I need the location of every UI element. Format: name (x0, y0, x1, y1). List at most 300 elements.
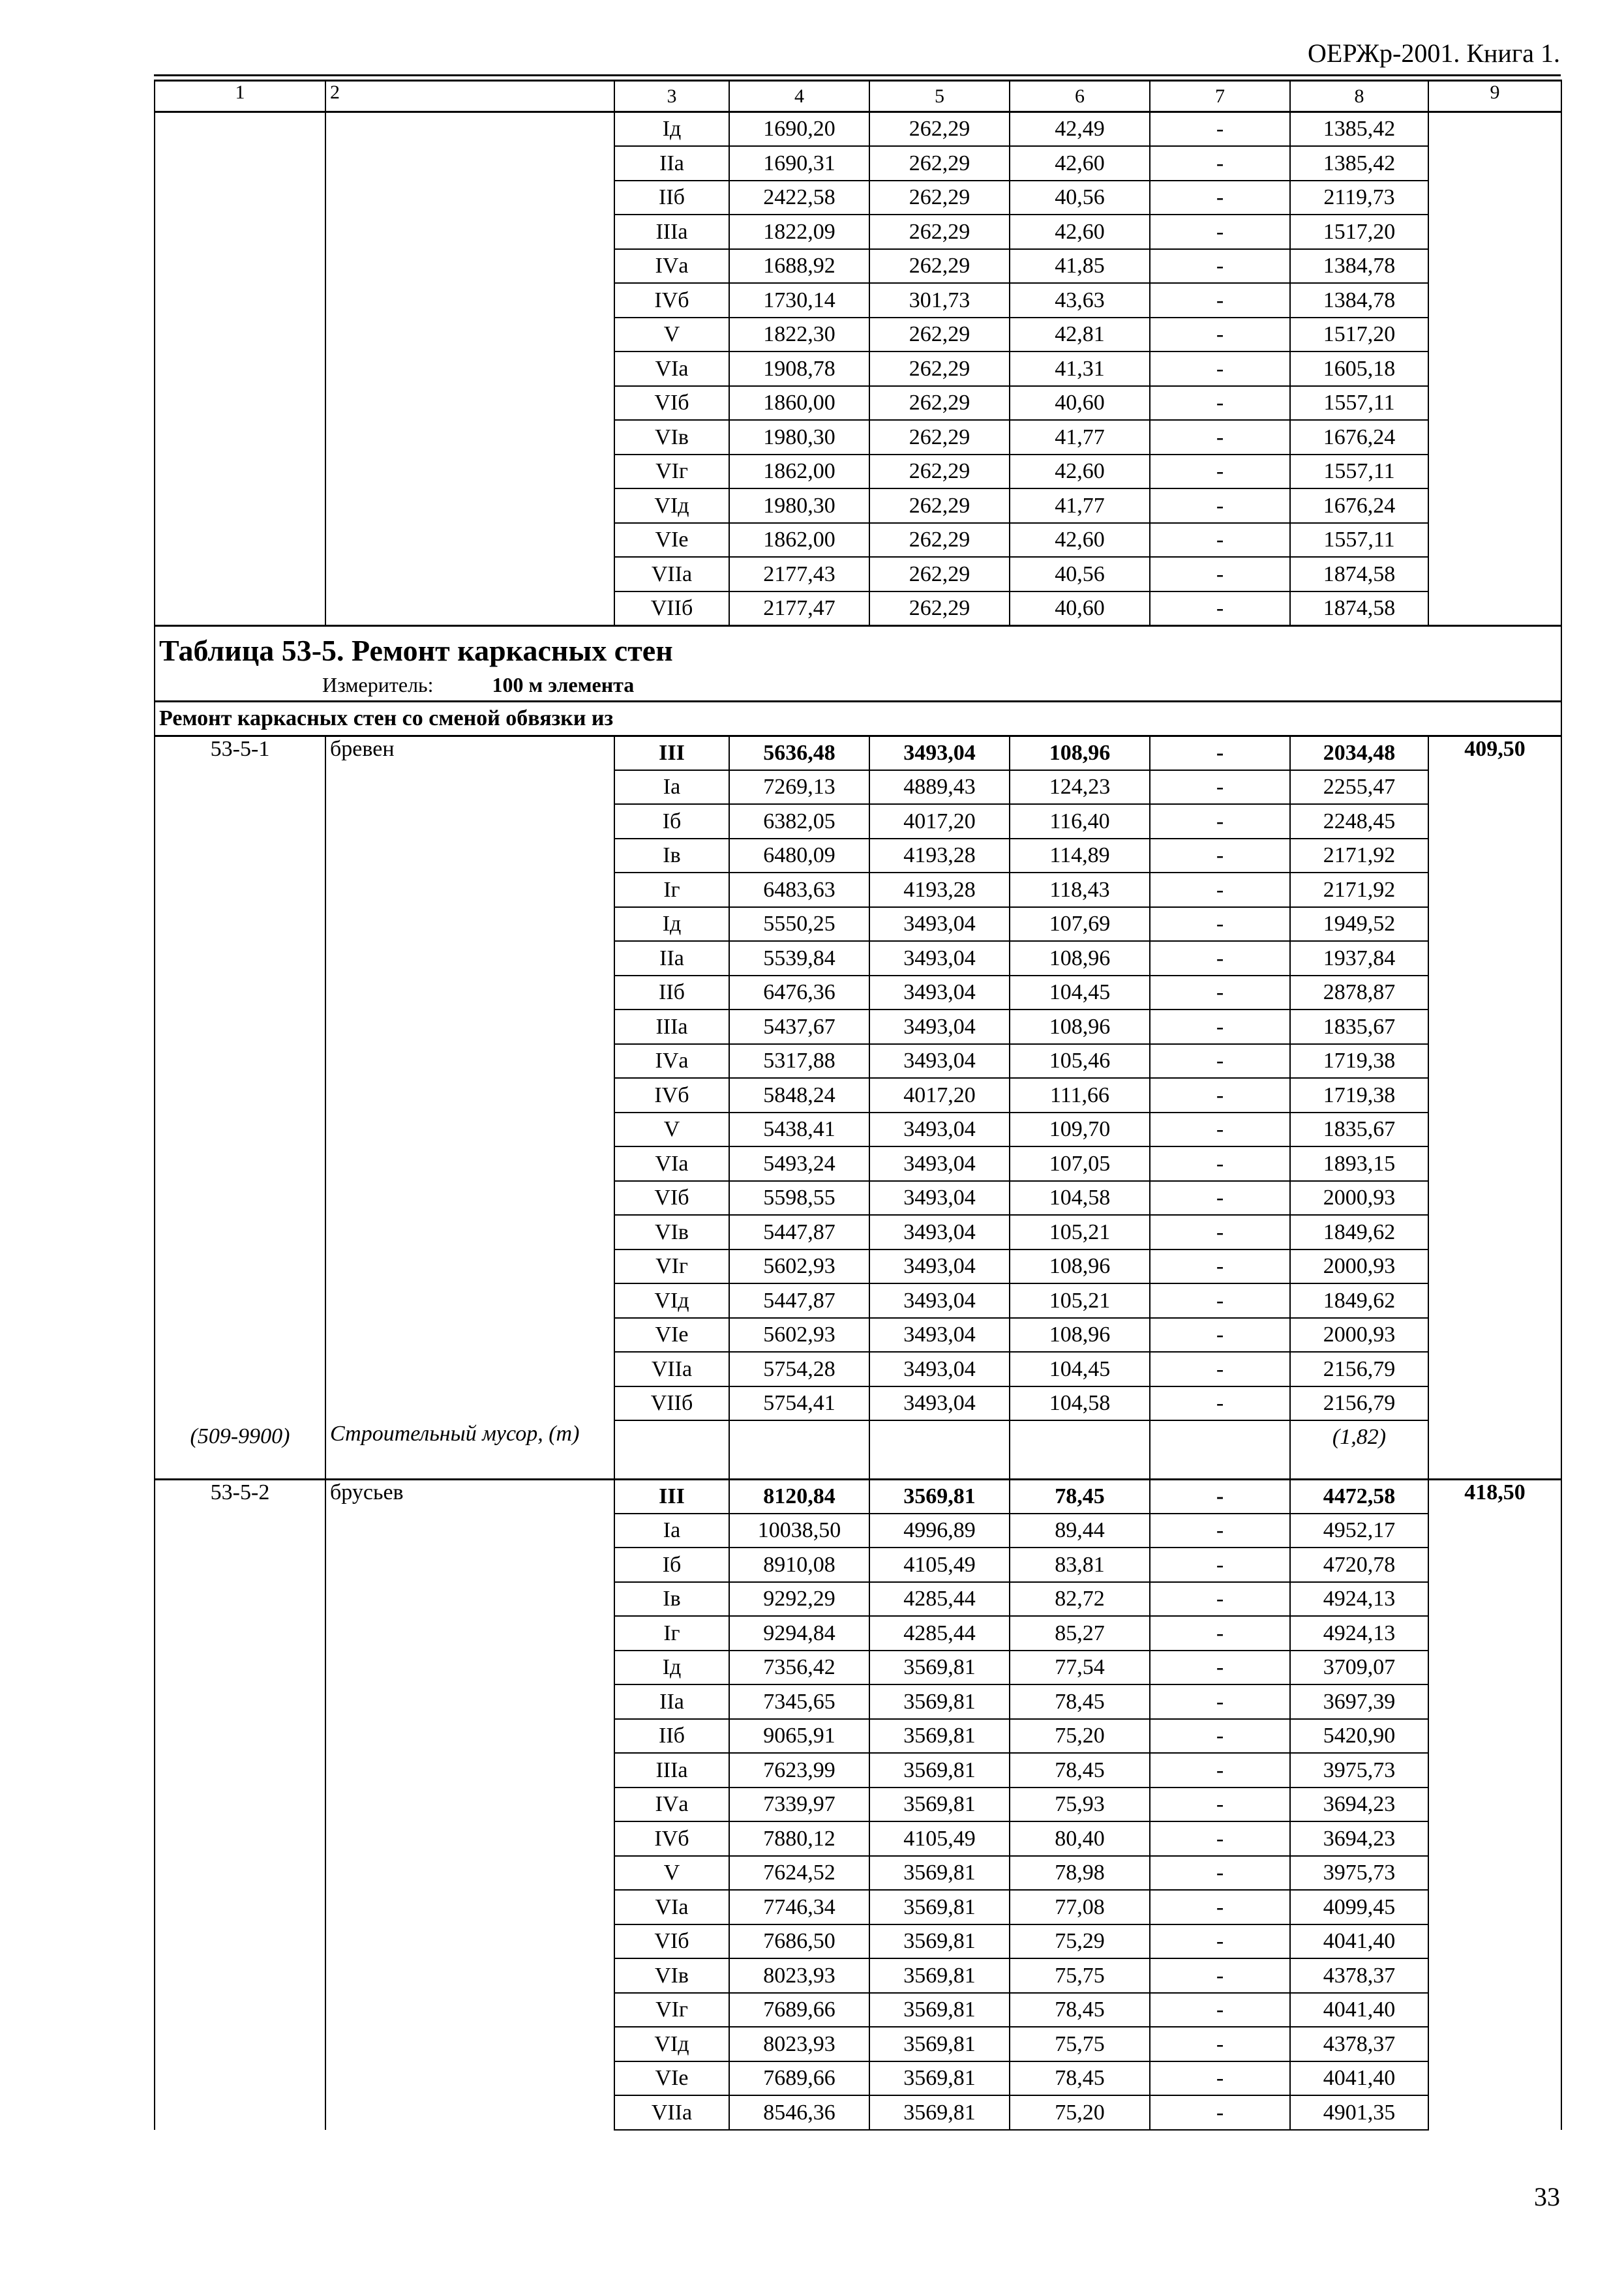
value-cell-col6: 83,81 (1010, 1548, 1150, 1582)
value-cell-col7: - (1150, 1386, 1290, 1421)
value-cell-col8: 2171,92 (1290, 839, 1428, 873)
value-cell-col4: 1908,78 (729, 352, 869, 386)
value-cell-col6: 75,75 (1010, 1958, 1150, 1993)
value-cell-col8: 2034,48 (1290, 736, 1428, 770)
value-cell-col4: 1690,31 (729, 146, 869, 181)
value-cell-col3: VIд (614, 2027, 729, 2061)
value-cell-col3: IIIа (614, 1753, 729, 1788)
value-cell-col6: 41,31 (1010, 352, 1150, 386)
value-cell-col4: 6382,05 (729, 804, 869, 839)
rate-code-cell: 53-5-1 (155, 736, 325, 1420)
value-cell-col6: 109,70 (1010, 1113, 1150, 1147)
value-cell-col5: 4996,89 (869, 1514, 1010, 1548)
value-cell-col5: 3493,04 (869, 736, 1010, 770)
value-cell-col7: - (1150, 1010, 1290, 1044)
value-cell-col8: 1874,58 (1290, 557, 1428, 591)
value-cell-col5: 4017,20 (869, 804, 1010, 839)
value-cell-col4: 1860,00 (729, 386, 869, 421)
value-cell-col8: 3975,73 (1290, 1753, 1428, 1788)
value-cell-col8: 1676,24 (1290, 420, 1428, 455)
value-cell-col6: 104,45 (1010, 1352, 1150, 1386)
value-cell-col8: 1949,52 (1290, 907, 1428, 942)
value-cell-col7: - (1150, 181, 1290, 215)
value-cell-col5: 3569,81 (869, 2027, 1010, 2061)
value-cell-col6: 80,40 (1010, 1821, 1150, 1856)
value-cell-col6: 118,43 (1010, 873, 1150, 907)
value-cell-col5: 262,29 (869, 249, 1010, 284)
value-cell-col7: - (1150, 1651, 1290, 1685)
table-caption-cell (155, 625, 1561, 702)
value-cell-col7: - (1150, 523, 1290, 558)
value-cell-col8: 4901,35 (1290, 2095, 1428, 2130)
value-cell-col5: 4193,28 (869, 873, 1010, 907)
value-cell-col6: 77,54 (1010, 1651, 1150, 1685)
value-cell-col5: 3493,04 (869, 1249, 1010, 1284)
value-cell-col6: 41,77 (1010, 488, 1150, 523)
empty-cell (729, 1420, 869, 1479)
value-cell-col3: IVа (614, 249, 729, 284)
value-cell-col6: 78,45 (1010, 1684, 1150, 1719)
debris-row (155, 1420, 1561, 1479)
value-cell-col5: 3569,81 (869, 1651, 1010, 1685)
value-cell-col8: 3694,23 (1290, 1821, 1428, 1856)
value-cell-col8: 1517,20 (1290, 215, 1428, 249)
value-cell-col4: 5754,41 (729, 1386, 869, 1421)
value-cell-col3: Iг (614, 873, 729, 907)
value-cell-col3: V (614, 1856, 729, 1891)
value-cell-col8: 3694,23 (1290, 1788, 1428, 1822)
value-cell-col7: - (1150, 1856, 1290, 1891)
value-cell-col7: - (1150, 804, 1290, 839)
column-number: 9 (1428, 81, 1561, 112)
value-cell-col7: - (1150, 1113, 1290, 1147)
measure-value: 100 м элемента (492, 673, 635, 697)
value-cell-col7: - (1150, 283, 1290, 318)
value-cell-col8: 1605,18 (1290, 352, 1428, 386)
value-cell-col3: Iг (614, 1616, 729, 1651)
subsection-row (155, 702, 1561, 736)
value-cell-col5: 3569,81 (869, 1890, 1010, 1924)
value-cell-col6: 42,60 (1010, 215, 1150, 249)
column-number: 5 (869, 81, 1010, 112)
value-cell-col4: 7623,99 (729, 1753, 869, 1788)
value-cell-col3: VIб (614, 1181, 729, 1216)
value-cell-col8: 1557,11 (1290, 386, 1428, 421)
value-cell-col8: 3697,39 (1290, 1684, 1428, 1719)
value-cell-col8: 2000,93 (1290, 1318, 1428, 1353)
value-cell-col8: 1719,38 (1290, 1078, 1428, 1113)
debris-code: (509-9900) (155, 1420, 325, 1479)
table-caption: Таблица 53-5. Ремонт каркасных стен (159, 633, 673, 667)
value-cell-col8: 1937,84 (1290, 941, 1428, 976)
value-cell-col6: 75,20 (1010, 1719, 1150, 1754)
value-cell-col4: 7689,66 (729, 2061, 869, 2096)
value-cell-col3: VIIа (614, 557, 729, 591)
value-cell-col7: - (1150, 112, 1290, 147)
value-cell-col3: Iв (614, 839, 729, 873)
value-cell-col3: Iа (614, 1514, 729, 1548)
value-cell-col3: IIIа (614, 1010, 729, 1044)
value-cell-col3: Iд (614, 112, 729, 147)
value-cell-col6: 75,75 (1010, 2027, 1150, 2061)
value-cell-col8: 4924,13 (1290, 1582, 1428, 1617)
labor-cost-cell: 409,50 (1428, 736, 1561, 1479)
value-cell-col3: VIд (614, 1283, 729, 1318)
table-row (155, 736, 1561, 770)
value-cell-col7: - (1150, 318, 1290, 352)
value-cell-col7: - (1150, 1318, 1290, 1353)
value-cell-col5: 262,29 (869, 181, 1010, 215)
value-cell-col3: VIа (614, 1146, 729, 1181)
table-row (155, 112, 1561, 147)
value-cell-col6: 78,45 (1010, 1993, 1150, 2027)
labor-cost-cell (1428, 112, 1561, 626)
value-cell-col8: 1719,38 (1290, 1044, 1428, 1079)
value-cell-col3: VIб (614, 386, 729, 421)
value-cell-col4: 5539,84 (729, 941, 869, 976)
value-cell-col8: 2255,47 (1290, 770, 1428, 805)
value-cell-col5: 3493,04 (869, 1181, 1010, 1216)
value-cell-col7: - (1150, 941, 1290, 976)
value-cell-col8: 2156,79 (1290, 1352, 1428, 1386)
rate-name-cell (325, 112, 614, 626)
value-cell-col7: - (1150, 1479, 1290, 1514)
value-cell-col4: 1822,30 (729, 318, 869, 352)
value-cell-col6: 108,96 (1010, 736, 1150, 770)
value-cell-col6: 78,45 (1010, 1479, 1150, 1514)
value-cell-col8: 4041,40 (1290, 1924, 1428, 1959)
value-cell-col3: VIIа (614, 2095, 729, 2130)
subsection-title: Ремонт каркасных стен со сменой обвязки из (155, 702, 1561, 736)
value-cell-col4: 1862,00 (729, 523, 869, 558)
value-cell-col6: 82,72 (1010, 1582, 1150, 1617)
value-cell-col7: - (1150, 907, 1290, 942)
value-cell-col3: VIIа (614, 1352, 729, 1386)
value-cell-col3: Iб (614, 1548, 729, 1582)
header-rule (154, 74, 1561, 76)
value-cell-col6: 124,23 (1010, 770, 1150, 805)
value-cell-col3: IIа (614, 1684, 729, 1719)
value-cell-col7: - (1150, 1044, 1290, 1079)
value-cell-col3: VIб (614, 1924, 729, 1959)
value-cell-col7: - (1150, 1958, 1290, 1993)
value-cell-col4: 2422,58 (729, 181, 869, 215)
value-cell-col3: III (614, 736, 729, 770)
value-cell-col4: 5437,67 (729, 1010, 869, 1044)
value-cell-col4: 7746,34 (729, 1890, 869, 1924)
value-cell-col4: 5598,55 (729, 1181, 869, 1216)
value-cell-col3: VIа (614, 352, 729, 386)
value-cell-col4: 7339,97 (729, 1788, 869, 1822)
column-number: 6 (1010, 81, 1150, 112)
value-cell-col8: 1517,20 (1290, 318, 1428, 352)
value-cell-col8: 2000,93 (1290, 1249, 1428, 1284)
value-cell-col8: 2119,73 (1290, 181, 1428, 215)
value-cell-col7: - (1150, 1582, 1290, 1617)
value-cell-col4: 10038,50 (729, 1514, 869, 1548)
value-cell-col3: VIа (614, 1890, 729, 1924)
value-cell-col8: 1849,62 (1290, 1283, 1428, 1318)
value-cell-col6: 41,85 (1010, 249, 1150, 284)
value-cell-col5: 262,29 (869, 146, 1010, 181)
value-cell-col5: 262,29 (869, 420, 1010, 455)
value-cell-col6: 104,58 (1010, 1386, 1150, 1421)
value-cell-col4: 7689,66 (729, 1993, 869, 2027)
value-cell-col4: 5754,28 (729, 1352, 869, 1386)
column-number: 2 (325, 81, 614, 112)
value-cell-col7: - (1150, 1616, 1290, 1651)
value-cell-col4: 8023,93 (729, 1958, 869, 1993)
value-cell-col5: 262,29 (869, 112, 1010, 147)
value-cell-col8: 4041,40 (1290, 2061, 1428, 2096)
value-cell-col5: 3493,04 (869, 1283, 1010, 1318)
value-cell-col5: 3493,04 (869, 1113, 1010, 1147)
value-cell-col6: 75,29 (1010, 1924, 1150, 1959)
value-cell-col3: VIе (614, 523, 729, 558)
value-cell-col6: 108,96 (1010, 941, 1150, 976)
value-cell-col7: - (1150, 1821, 1290, 1856)
value-cell-col6: 40,60 (1010, 386, 1150, 421)
value-cell-col7: - (1150, 1249, 1290, 1284)
value-cell-col5: 3493,04 (869, 1386, 1010, 1421)
value-cell-col4: 5602,93 (729, 1249, 869, 1284)
value-cell-col6: 89,44 (1010, 1514, 1150, 1548)
value-cell-col5: 3569,81 (869, 2061, 1010, 2096)
value-cell-col4: 6476,36 (729, 976, 869, 1010)
value-cell-col4: 5550,25 (729, 907, 869, 942)
value-cell-col8: 1557,11 (1290, 455, 1428, 489)
value-cell-col8: 4924,13 (1290, 1616, 1428, 1651)
value-cell-col5: 3493,04 (869, 976, 1010, 1010)
value-cell-col5: 3493,04 (869, 1146, 1010, 1181)
value-cell-col8: 1676,24 (1290, 488, 1428, 523)
value-cell-col3: IVб (614, 283, 729, 318)
value-cell-col3: VIг (614, 1249, 729, 1284)
value-cell-col7: - (1150, 873, 1290, 907)
labor-cost-cell: 418,50 (1428, 1479, 1561, 2130)
value-cell-col3: III (614, 1479, 729, 1514)
value-cell-col8: 2878,87 (1290, 976, 1428, 1010)
value-cell-col4: 1688,92 (729, 249, 869, 284)
value-cell-col5: 3493,04 (869, 1044, 1010, 1079)
value-cell-col6: 116,40 (1010, 804, 1150, 839)
value-cell-col6: 75,93 (1010, 1788, 1150, 1822)
value-cell-col5: 3569,81 (869, 1719, 1010, 1754)
value-cell-col4: 6483,63 (729, 873, 869, 907)
value-cell-col7: - (1150, 420, 1290, 455)
value-cell-col3: VIд (614, 488, 729, 523)
value-cell-col3: VIв (614, 1958, 729, 1993)
value-cell-col3: Iв (614, 1582, 729, 1617)
value-cell-col4: 9294,84 (729, 1616, 869, 1651)
value-cell-col5: 3569,81 (869, 1788, 1010, 1822)
value-cell-col3: VIг (614, 455, 729, 489)
value-cell-col3: Iд (614, 1651, 729, 1685)
value-cell-col5: 262,29 (869, 455, 1010, 489)
value-cell-col5: 4105,49 (869, 1821, 1010, 1856)
value-cell-col3: IIIа (614, 215, 729, 249)
value-cell-col5: 4285,44 (869, 1616, 1010, 1651)
value-cell-col4: 7880,12 (729, 1821, 869, 1856)
value-cell-col6: 42,49 (1010, 112, 1150, 147)
value-cell-col5: 262,29 (869, 318, 1010, 352)
rate-code-cell: 53-5-2 (155, 1479, 325, 2130)
value-cell-col6: 78,98 (1010, 1856, 1150, 1891)
value-cell-col7: - (1150, 1078, 1290, 1113)
value-cell-col7: - (1150, 1283, 1290, 1318)
value-cell-col7: - (1150, 146, 1290, 181)
value-cell-col7: - (1150, 736, 1290, 770)
value-cell-col7: - (1150, 591, 1290, 626)
column-number: 3 (614, 81, 729, 112)
value-cell-col5: 3569,81 (869, 1993, 1010, 2027)
value-cell-col5: 262,29 (869, 352, 1010, 386)
value-cell-col3: IIа (614, 941, 729, 976)
value-cell-col6: 42,60 (1010, 455, 1150, 489)
value-cell-col7: - (1150, 1514, 1290, 1548)
value-cell-col5: 301,73 (869, 283, 1010, 318)
empty-cell (1150, 1420, 1290, 1479)
value-cell-col7: - (1150, 1788, 1290, 1822)
value-cell-col7: - (1150, 1753, 1290, 1788)
value-cell-col3: IVб (614, 1821, 729, 1856)
value-cell-col7: - (1150, 2095, 1290, 2130)
column-number: 4 (729, 81, 869, 112)
value-cell-col7: - (1150, 488, 1290, 523)
value-cell-col4: 1822,09 (729, 215, 869, 249)
value-cell-col3: VIв (614, 420, 729, 455)
value-cell-col5: 262,29 (869, 557, 1010, 591)
value-cell-col5: 3569,81 (869, 1856, 1010, 1891)
value-cell-col4: 1690,20 (729, 112, 869, 147)
value-cell-col8: 1385,42 (1290, 146, 1428, 181)
value-cell-col7: - (1150, 839, 1290, 873)
value-cell-col4: 1862,00 (729, 455, 869, 489)
value-cell-col6: 107,69 (1010, 907, 1150, 942)
value-cell-col7: - (1150, 1215, 1290, 1249)
value-cell-col6: 40,56 (1010, 181, 1150, 215)
value-cell-col6: 42,81 (1010, 318, 1150, 352)
value-cell-col4: 2177,47 (729, 591, 869, 626)
value-cell-col8: 4041,40 (1290, 1993, 1428, 2027)
value-cell-col6: 42,60 (1010, 146, 1150, 181)
value-cell-col6: 114,89 (1010, 839, 1150, 873)
value-cell-col6: 104,58 (1010, 1181, 1150, 1216)
value-cell-col6: 108,96 (1010, 1318, 1150, 1353)
value-cell-col8: 5420,90 (1290, 1719, 1428, 1754)
value-cell-col3: Iа (614, 770, 729, 805)
value-cell-col3: VIг (614, 1993, 729, 2027)
value-cell-col4: 5848,24 (729, 1078, 869, 1113)
value-cell-col5: 3493,04 (869, 1010, 1010, 1044)
value-cell-col4: 9065,91 (729, 1719, 869, 1754)
value-cell-col5: 4193,28 (869, 839, 1010, 873)
value-cell-col7: - (1150, 1890, 1290, 1924)
value-cell-col3: IIа (614, 146, 729, 181)
value-cell-col6: 78,45 (1010, 2061, 1150, 2096)
value-cell-col5: 4017,20 (869, 1078, 1010, 1113)
rate-name-cell: брусьев (325, 1479, 614, 2130)
value-cell-col5: 3569,81 (869, 2095, 1010, 2130)
value-cell-col8: 3975,73 (1290, 1856, 1428, 1891)
value-cell-col8: 4378,37 (1290, 2027, 1428, 2061)
column-number: 8 (1290, 81, 1428, 112)
value-cell-col6: 77,08 (1010, 1890, 1150, 1924)
value-cell-col4: 1980,30 (729, 488, 869, 523)
value-cell-col8: 4952,17 (1290, 1514, 1428, 1548)
value-cell-col3: Iд (614, 907, 729, 942)
value-cell-col4: 6480,09 (729, 839, 869, 873)
value-cell-col4: 7345,65 (729, 1684, 869, 1719)
value-cell-col7: - (1150, 2061, 1290, 2096)
value-cell-col8: 4378,37 (1290, 1958, 1428, 1993)
value-cell-col8: 2248,45 (1290, 804, 1428, 839)
value-cell-col3: VIIб (614, 1386, 729, 1421)
value-cell-col6: 105,21 (1010, 1283, 1150, 1318)
value-cell-col4: 7269,13 (729, 770, 869, 805)
column-number: 1 (155, 81, 325, 112)
value-cell-col8: 4720,78 (1290, 1548, 1428, 1582)
value-cell-col7: - (1150, 1352, 1290, 1386)
value-cell-col3: IIб (614, 1719, 729, 1754)
value-cell-col5: 3493,04 (869, 907, 1010, 942)
value-cell-col8: 1557,11 (1290, 523, 1428, 558)
value-cell-col4: 8910,08 (729, 1548, 869, 1582)
value-cell-col3: IIб (614, 181, 729, 215)
value-cell-col4: 8023,93 (729, 2027, 869, 2061)
value-cell-col6: 75,20 (1010, 2095, 1150, 2130)
value-cell-col3: VIе (614, 1318, 729, 1353)
value-cell-col5: 4105,49 (869, 1548, 1010, 1582)
value-cell-col7: - (1150, 770, 1290, 805)
value-cell-col7: - (1150, 215, 1290, 249)
value-cell-col4: 8120,84 (729, 1479, 869, 1514)
value-cell-col5: 262,29 (869, 215, 1010, 249)
value-cell-col5: 262,29 (869, 488, 1010, 523)
rates-table (154, 80, 1562, 2131)
empty-cell (1010, 1420, 1150, 1479)
value-cell-col5: 262,29 (869, 386, 1010, 421)
table-body (155, 81, 1561, 2130)
value-cell-col4: 2177,43 (729, 557, 869, 591)
value-cell-col4: 5602,93 (729, 1318, 869, 1353)
value-cell-col7: - (1150, 1993, 1290, 2027)
value-cell-col3: Iб (614, 804, 729, 839)
value-cell-col5: 3569,81 (869, 1924, 1010, 1959)
value-cell-col8: 4472,58 (1290, 1479, 1428, 1514)
rate-code-cell (155, 112, 325, 626)
measure-label: Измеритель: (322, 673, 434, 697)
value-cell-col5: 262,29 (869, 591, 1010, 626)
value-cell-col8: 1385,42 (1290, 112, 1428, 147)
value-cell-col3: V (614, 318, 729, 352)
value-cell-col3: VIе (614, 2061, 729, 2096)
value-cell-col8: 4099,45 (1290, 1890, 1428, 1924)
value-cell-col4: 5493,24 (729, 1146, 869, 1181)
value-cell-col6: 105,21 (1010, 1215, 1150, 1249)
value-cell-col6: 78,45 (1010, 1753, 1150, 1788)
value-cell-col6: 111,66 (1010, 1078, 1150, 1113)
column-number: 7 (1150, 81, 1290, 112)
value-cell-col7: - (1150, 455, 1290, 489)
value-cell-col6: 40,60 (1010, 591, 1150, 626)
empty-cell (614, 1420, 729, 1479)
page-header-title: ОЕРЖр-2001. Книга 1. (1308, 38, 1560, 68)
value-cell-col8: 1874,58 (1290, 591, 1428, 626)
value-cell-col7: - (1150, 1719, 1290, 1754)
value-cell-col7: - (1150, 2027, 1290, 2061)
value-cell-col4: 7686,50 (729, 1924, 869, 1959)
